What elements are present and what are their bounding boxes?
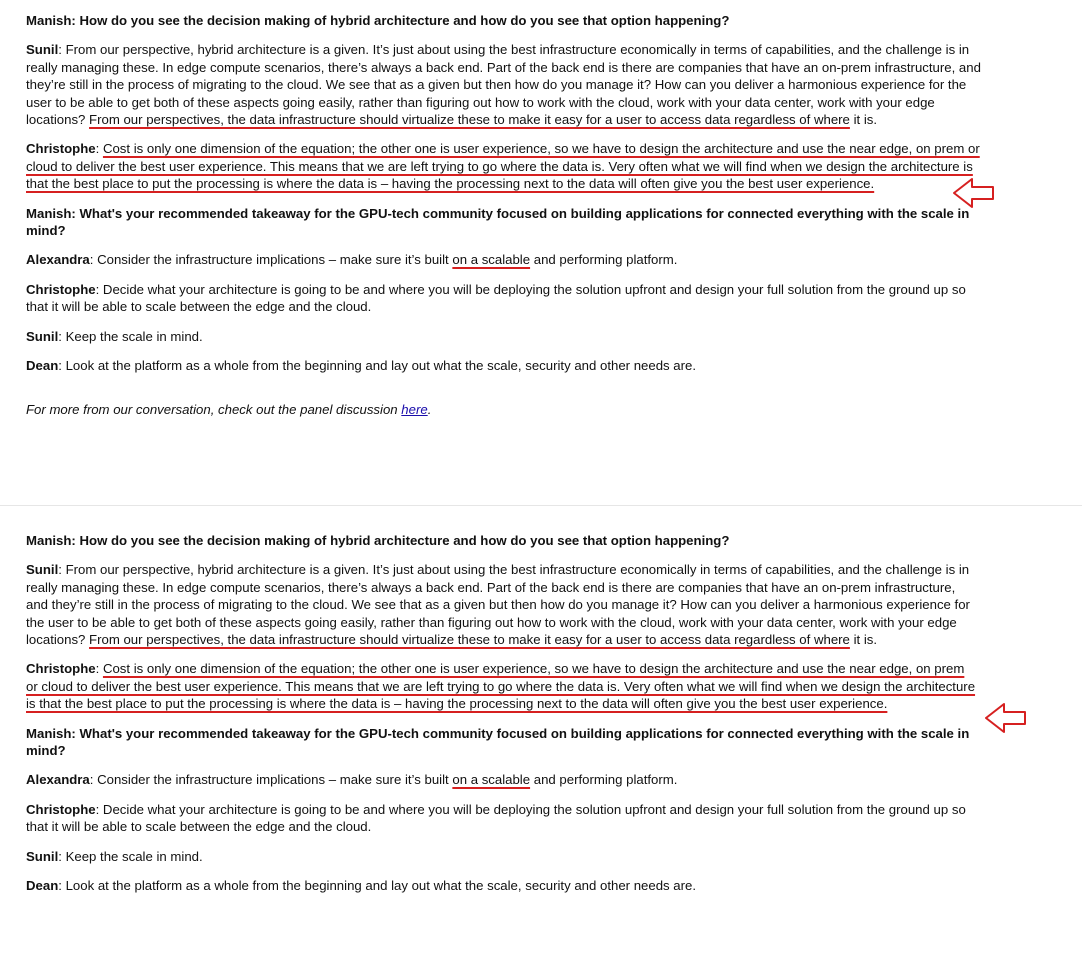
speaker-name: Sunil (26, 848, 59, 864)
highlighted-text: Cost is only one dimension of the equation; the other one is user experience, so we have to design the architecture and use the near edge, on prem or cloud to deliver the best user experience. This means that we are left trying to go where the data is. Very often what we will find when we design the architecture is that the best place to put the processing is where the data is – having the processing next to the data will often give you the best user experience. (26, 661, 976, 712)
answer-text: and performing platform. (530, 772, 678, 788)
highlighted-text: on a scalable (452, 252, 531, 268)
speaker-name: Sunil (26, 42, 59, 58)
answer-text: : (95, 661, 103, 677)
answer-sunil (26, 41, 986, 128)
transcript-content (26, 12, 986, 430)
answer-christophe-2 (26, 281, 986, 316)
left-arrow-icon (952, 176, 996, 210)
answer-text: : Consider the infrastructure implications – make sure it’s built (89, 772, 453, 788)
transcript-panel-bottom (0, 505, 1082, 971)
answer-text: : From our perspective, hybrid architecture is a given. It’s just about using the best infrastructure economically in terms of capabilities, and the challenge is in really managing these. In edge compute scenarios, there’s always a back end. Part of the back end is there are companies that have an on-prem infrastructure, and they’re still in the process of migrating to the cloud. We see that as a given but then how do you manage it? How can you deliver a harmonious experience for the user to be able to get both of these aspects going easily, rather than figuring out how to work with the cloud, work with your data center, work with your edge locations? (26, 562, 970, 648)
speaker-name: Sunil (26, 328, 59, 344)
answer-sunil (26, 561, 976, 648)
question-takeaway: Manish: What's your recommended takeaway for the GPU-tech community focused on building applications for connected everything with the scale in mind? (26, 205, 970, 239)
answer-christophe (26, 140, 986, 192)
answer-alexandra (26, 771, 976, 788)
answer-sunil-2 (26, 328, 986, 345)
answer-text: and performing platform. (530, 252, 678, 268)
speaker-name: Alexandra (26, 772, 90, 788)
answer-alexandra (26, 251, 986, 268)
speaker-name: Christophe (26, 141, 96, 157)
answer-text: : Keep the scale in mind. (58, 328, 203, 344)
answer-christophe-2 (26, 801, 976, 836)
answer-christophe (26, 660, 976, 712)
speaker-name: Christophe (26, 801, 96, 817)
answer-text: : Decide what your architecture is going to be and where you will be deploying the solution upfront and design your full solution from the ground up so that it will be able to scale between the edge and the cloud. (26, 801, 966, 835)
speaker-name: Christophe (26, 281, 96, 297)
answer-text: it is. (849, 112, 878, 128)
answer-text: : Keep the scale in mind. (58, 848, 203, 864)
speaker-name: Alexandra (26, 252, 90, 268)
panel-discussion-link[interactable]: here (401, 401, 428, 417)
speaker-name: Sunil (26, 562, 59, 578)
question-takeaway: Manish: What's your recommended takeaway for the GPU-tech community focused on building applications for connected everything with the scale in mind? (26, 725, 970, 759)
highlighted-text: Cost is only one dimension of the equation; the other one is user experience, so we have to design the architecture and use the near edge, on prem or cloud to deliver the best user experience. This means that we are left trying to go where the data is. Very often what we will find when we design the architecture is that the best place to put the processing is where the data is – having the processing next to the data will often give you the best user experience. (26, 141, 980, 192)
transcript-content (26, 532, 976, 907)
answer-text: : Decide what your architecture is going to be and where you will be deploying the solution upfront and design your full solution from the ground up so that it will be able to scale between the edge and the cloud. (26, 281, 966, 315)
highlighted-text: From our perspectives, the data infrastructure should virtualize these to make it easy for a user to access data regardless of where (89, 632, 850, 648)
question-hybrid: Manish: How do you see the decision making of hybrid architecture and how do you see that option happening? (26, 13, 730, 28)
highlighted-text: From our perspectives, the data infrastructure should virtualize these to make it easy for a user to access data regardless of where (89, 112, 850, 128)
note-end: . (427, 401, 432, 417)
highlighted-text: on a scalable (452, 772, 531, 788)
answer-text: : Look at the platform as a whole from the beginning and lay out what the scale, security and other needs are. (58, 358, 697, 374)
left-arrow-icon (984, 701, 1028, 735)
note-text: For more from our conversation, check out the panel discussion (26, 401, 402, 417)
answer-dean (26, 357, 986, 374)
answer-text: : (95, 141, 103, 157)
answer-text: : Consider the infrastructure implications – make sure it’s built (89, 252, 453, 268)
answer-dean (26, 877, 976, 894)
answer-text: : From our perspective, hybrid architecture is a given. It’s just about using the best infrastructure economically in terms of capabilities, and the challenge is in really managing these. In edge compute scenarios, there’s always a back end. Part of the back end is there are companies that have an on-prem infrastructure, and they’re still in the process of migrating to the cloud. We see that as a given but then how do you manage it? How can you deliver a harmonious experience for the user to be able to get both of these aspects going easily, rather than figuring out how to work with the cloud, work with your data center, work with your edge locations? (26, 42, 981, 128)
speaker-name: Dean (26, 358, 59, 374)
speaker-name: Christophe (26, 661, 96, 677)
answer-sunil-2 (26, 848, 976, 865)
answer-text: it is. (849, 632, 878, 648)
question-hybrid: Manish: How do you see the decision making of hybrid architecture and how do you see that option happening? (26, 533, 730, 548)
footer-note (26, 401, 986, 418)
speaker-name: Dean (26, 878, 59, 894)
answer-text: : Look at the platform as a whole from the beginning and lay out what the scale, security and other needs are. (58, 878, 697, 894)
